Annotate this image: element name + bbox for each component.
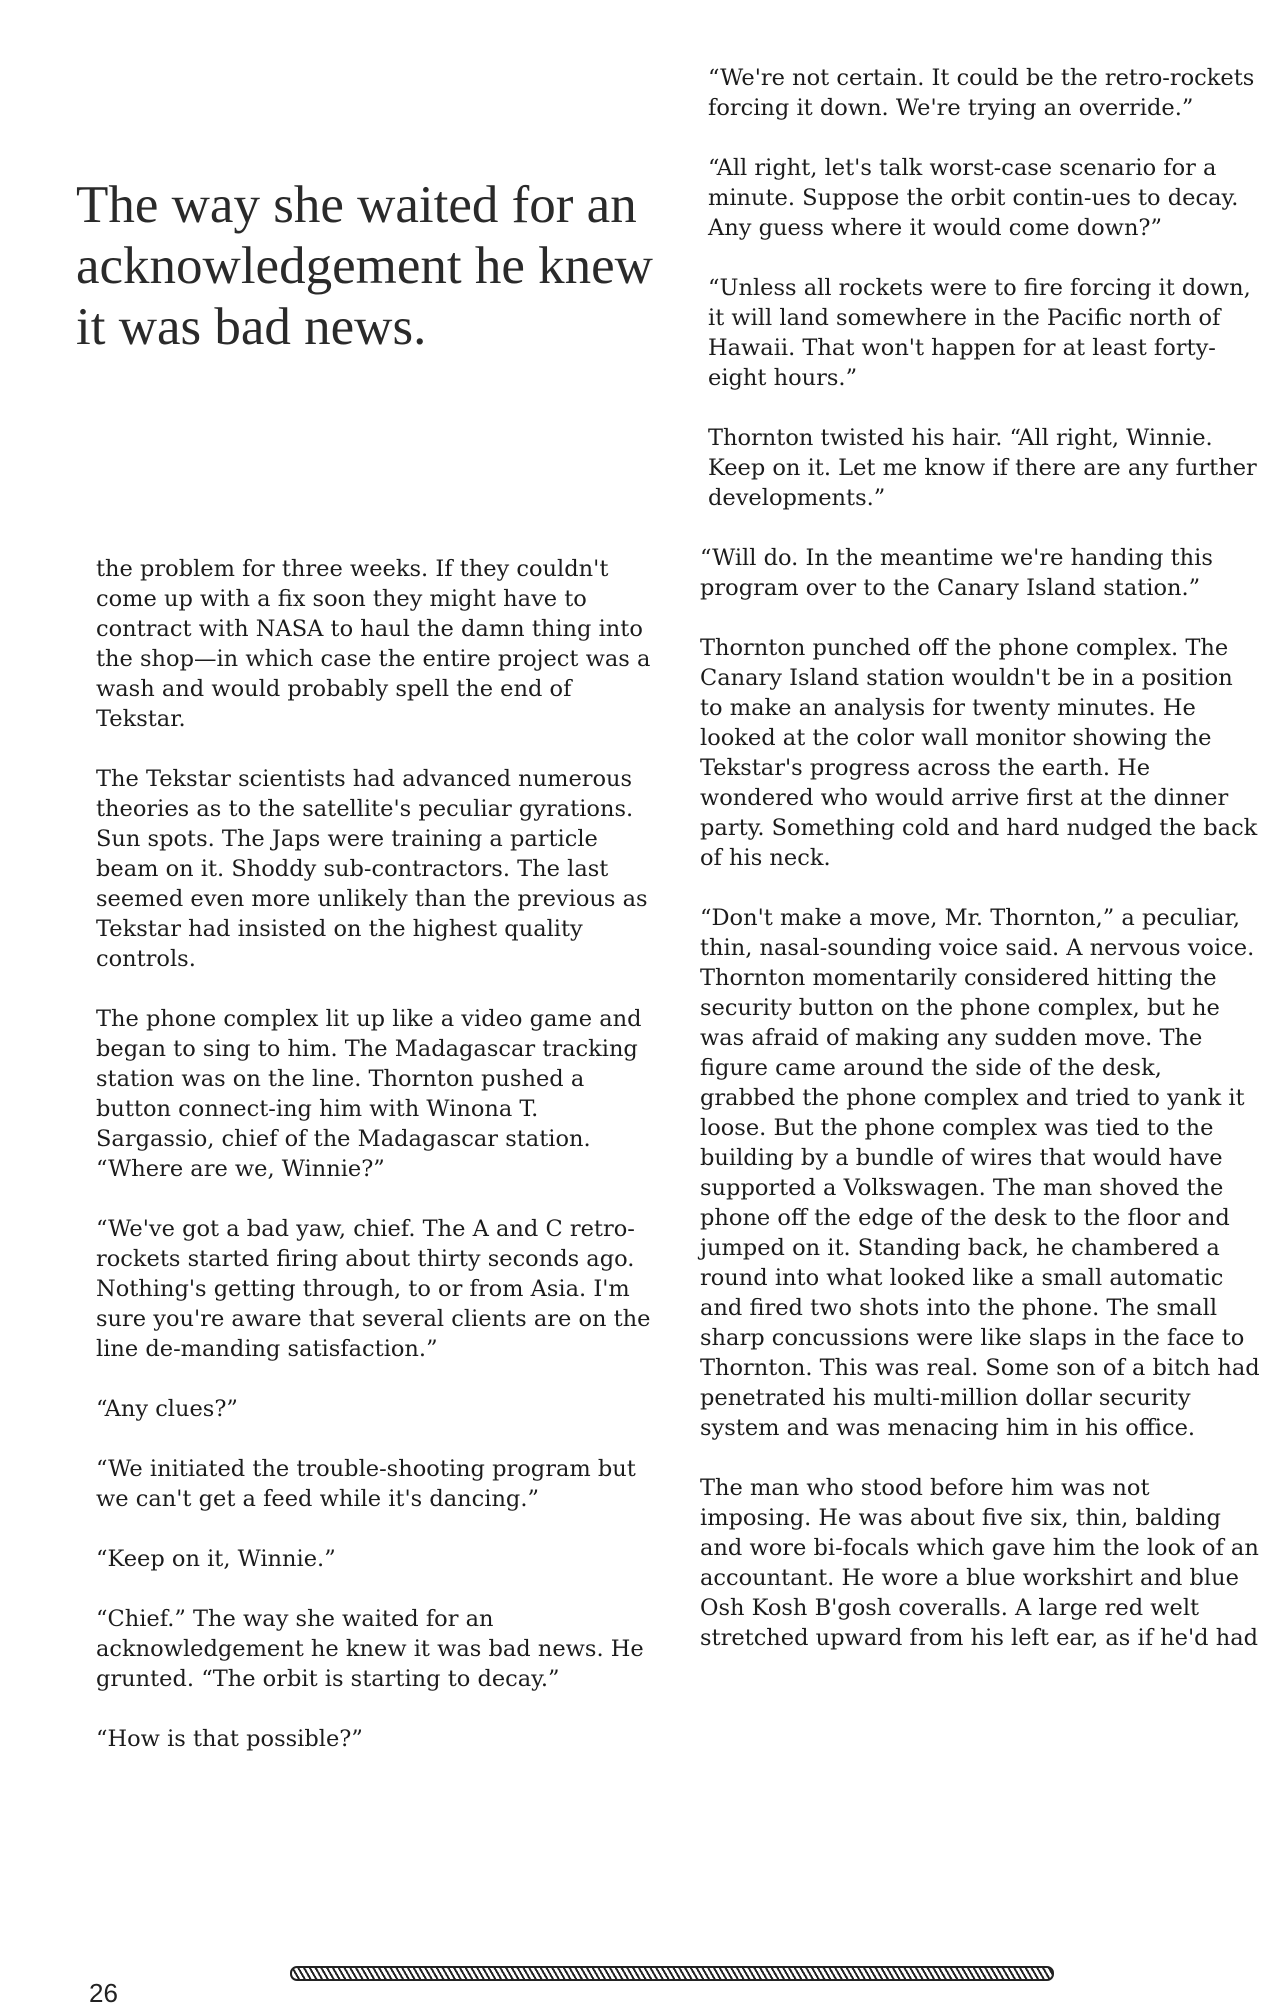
paragraph: Thornton twisted his hair. “All right, Winnie. Keep on it. Let me know if there are any further developments.” xyxy=(708,425,1257,511)
paragraph: “Any clues?” xyxy=(96,1396,238,1422)
paragraph: “Unless all rockets were to fire forcing it down, it will land somewhere in the Pacific north of Hawaii. That won't happen for at least forty-eight hours.” xyxy=(708,275,1251,391)
pull-quote: The way she waited for an acknowledgement he knew it was bad news. xyxy=(76,176,653,356)
left-column xyxy=(96,554,656,1784)
paragraph: “Keep on it, Winnie.” xyxy=(96,1546,336,1572)
paragraph: “Don't make a move, Mr. Thornton,” a peculiar, thin, nasal-sounding voice said. A nervous voice. Thornton momentarily considered hitting the security button on the phone complex, but he was afraid of making any sudden move. The figure came around the side of the desk, grabbed the phone complex and tried to yank it loose. But the phone complex was tied to the building by a bundle of wires that would have supported a Volkswagen. The man shoved the phone off the edge of the desk to the floor and jumped on it. Standing back, he chambered a round into what looked like a small automatic and fired two shots into the phone. The small sharp concussions were like slaps in the face to Thornton. This was real. Some son of a bitch had penetrated his multi-million dollar security system and was menacing him in his office. xyxy=(700,905,1260,1441)
page-number: 26 xyxy=(89,1978,118,2008)
right-column xyxy=(700,63,1260,1683)
paragraph: “We initiated the trouble-shooting program but we can't get a feed while it's dancing.” xyxy=(96,1456,636,1512)
paragraph: Thornton punched off the phone complex. The Canary Island station wouldn't be in a position to make an analysis for twenty minutes. He looked at the color wall monitor showing the Tekstar's progress across the earth. He wondered who would arrive first at the dinner party. Something cold and hard nudged the back of his neck. xyxy=(700,635,1258,871)
decorative-rule xyxy=(290,1966,1054,1981)
paragraph: “We're not certain. It could be the retro-rockets forcing it down. We're trying an override.” xyxy=(708,65,1255,121)
paragraph: The man who stood before him was not imposing. He was about five six, thin, balding and wore bi-focals which gave him the look of an accountant. He wore a blue workshirt and blue Osh Kosh B'gosh coveralls. A large red welt stretched upward from his left ear, as if he'd had xyxy=(700,1475,1259,1651)
paragraph: the problem for three weeks. If they couldn't come up with a fix soon they might have to contract with NASA to haul the damn thing into the shop—in which case the entire project was a wash and would probably spell the end of Tekstar. xyxy=(96,556,651,732)
paragraph: “How is that possible?” xyxy=(96,1726,363,1752)
paragraph: “We've got a bad yaw, chief. The A and C retro-rockets started firing about thirty seconds ago. Nothing's getting through, to or from Asia. I'm sure you're aware that several clients are on the line de-manding satisfaction.” xyxy=(96,1216,651,1362)
paragraph: “All right, let's talk worst-case scenario for a minute. Suppose the orbit contin-ues to decay. Any guess where it would come down?” xyxy=(708,155,1239,241)
paragraph: The phone complex lit up like a video game and began to sing to him. The Madagascar tracking station was on the line. Thornton pushed a button connect-ing him with Winona T. Sargassio, chief of the Madagascar station. “Where are we, Winnie?” xyxy=(96,1006,642,1182)
paragraph: “Chief.” The way she waited for an acknowledgement he knew it was bad news. He grunted. “The orbit is starting to decay.” xyxy=(96,1606,644,1692)
paragraph: The Tekstar scientists had advanced numerous theories as to the satellite's peculiar gyrations. Sun spots. The Japs were training a particle beam on it. Shoddy sub-contractors. The last seemed even more unlikely than the previous as Tekstar had insisted on the highest quality controls. xyxy=(96,766,648,972)
paragraph: “Will do. In the meantime we're handing this program over to the Canary Island station.” xyxy=(700,545,1213,601)
